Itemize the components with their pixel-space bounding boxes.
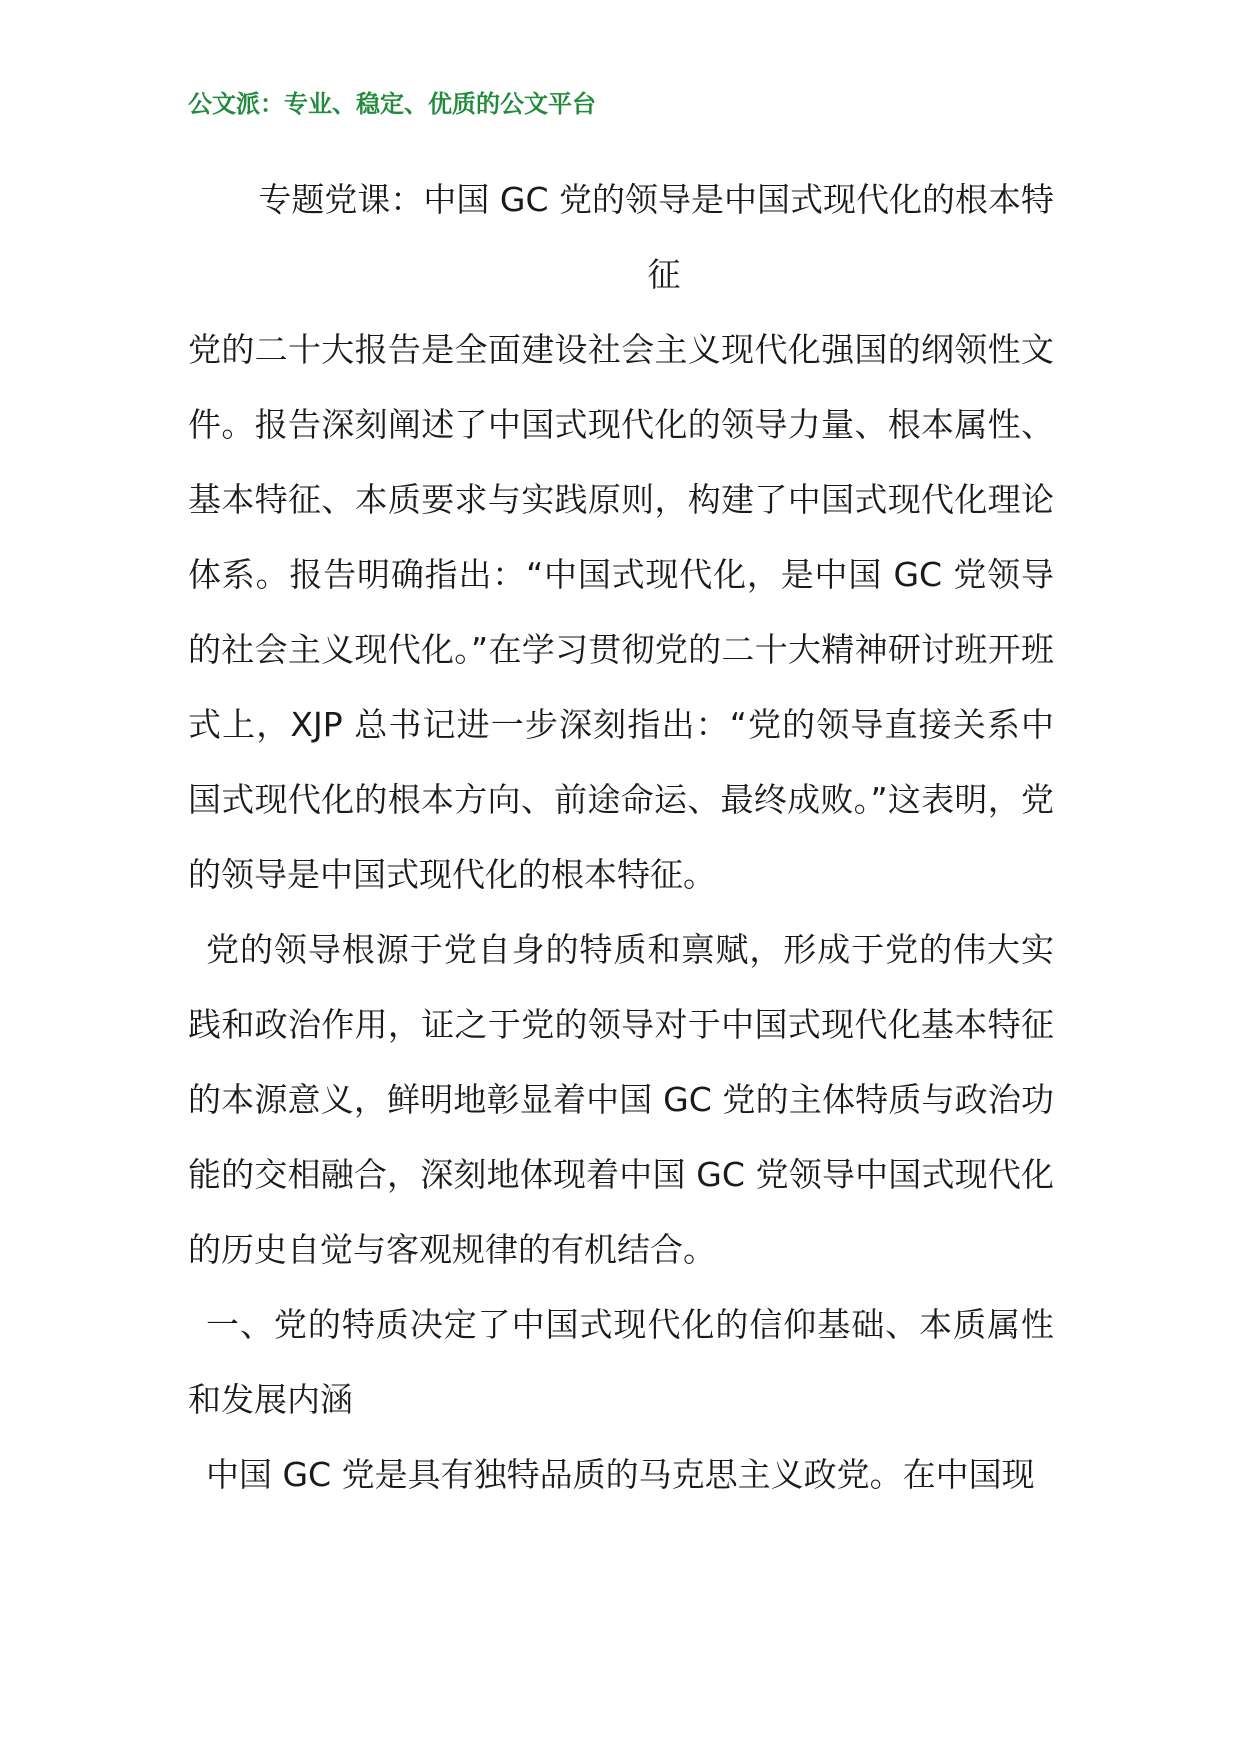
document-body [188, 162, 1054, 1512]
brand-header: 公文派：专业、稳定、优质的公文平台 [188, 89, 596, 118]
section-heading-one: 一、党的特质决定了中国式现代化的信仰基础、本质属性和发展内涵 [188, 1305, 1054, 1419]
document-title [188, 162, 1054, 312]
document-title-line1: 专题党课：中国 GC 党的领导是中国式现代化的根本特 [258, 180, 1054, 219]
document-title-line2: 征 [647, 255, 681, 294]
paragraph-summary: 党的领导根源于党自身的特质和禀赋，形成于党的伟大实践和政治作用，证之于党的领导对于中国式现代化基本特征的本源意义，鲜明地彰显着中国 GC 党的主体特质与政治功能的交相融合，深刻地体现着中国 GC 党领导中国式现代化的历史自觉与客观规律的有机结合。 [188, 930, 1054, 1269]
paragraph-section-one: 中国 GC 党是具有独特品质的马克思主义政党。在中国现 [206, 1455, 1035, 1494]
paragraph-intro: 党的二十大报告是全面建设社会主义现代化强国的纲领性文件。报告深刻阐述了中国式现代化的领导力量、根本属性、基本特征、本质要求与实践原则，构建了中国式现代化理论体系。报告明确指出：“中国式现代化，是中国 GC 党领导的社会主义现代化。”在学习贯彻党的二十大精神研讨班开班式上，XJP 总书记进一步深刻指出：“党的领导直接关系中国式现代化的根本方向、前途命运、最终成败。”这表明，党的领导是中国式现代化的根本特征。 [188, 330, 1054, 894]
